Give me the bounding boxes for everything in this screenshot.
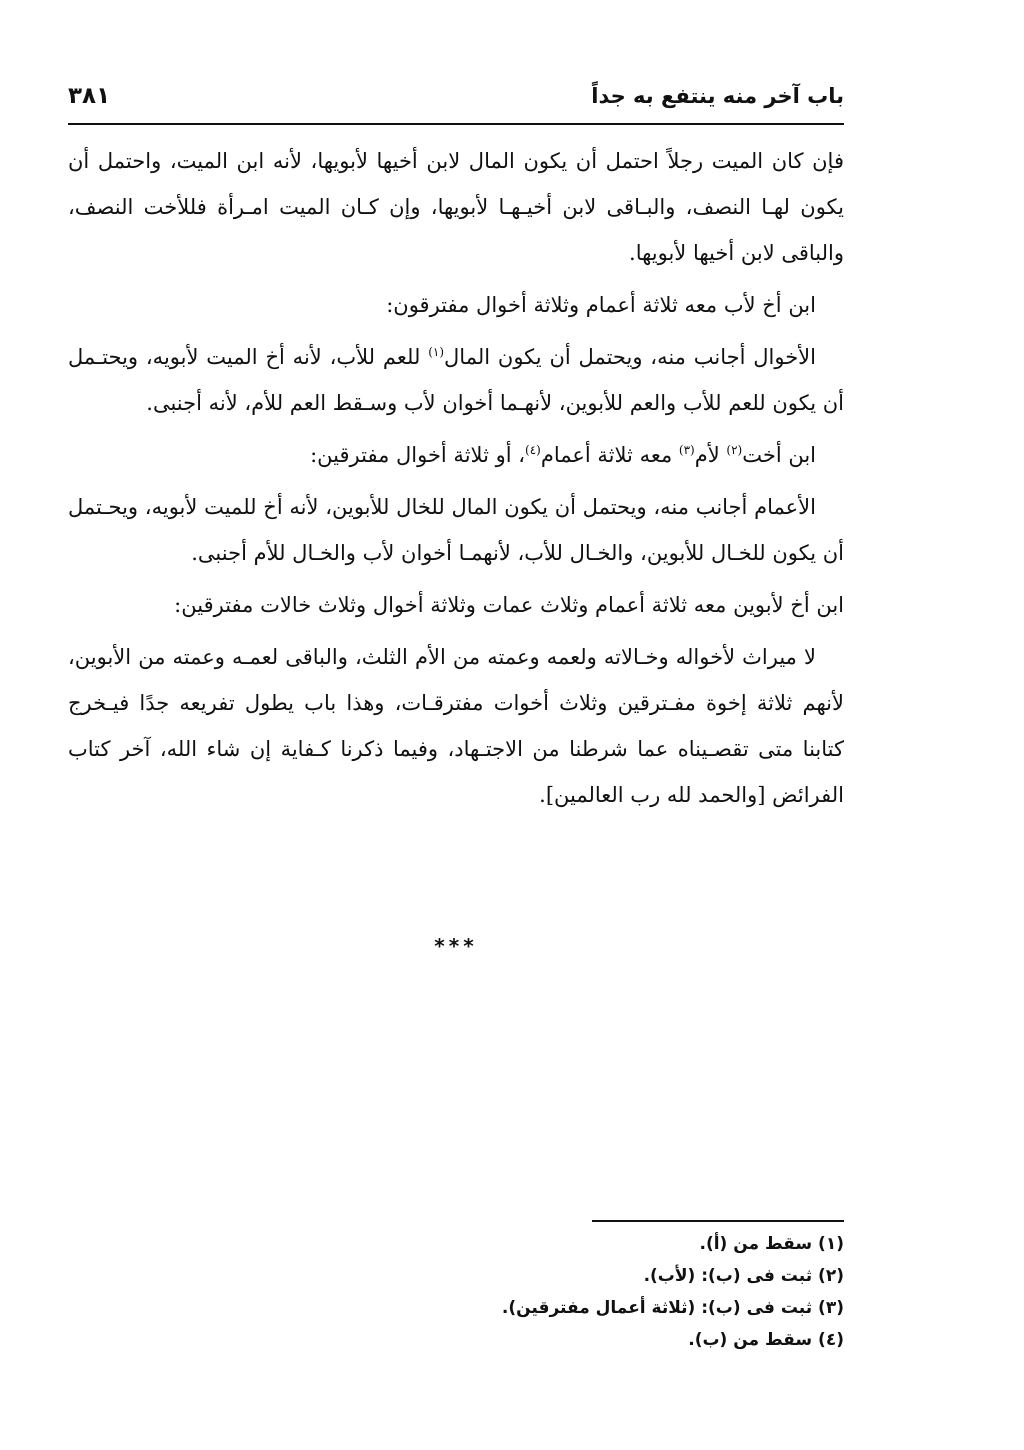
paragraph-2-part-a: الأخوال أجانب منه، ويحتمل أن يكون المال (444, 345, 816, 369)
paragraph-2 (68, 334, 844, 426)
paragraph-1: فإن كان الميت رجلاً احتمل أن يكون المال لابن أخيها لأبويها، لأنه ابن الميت، واحتمل أن يكون لهـا النصف، والبـاقى لابن أخيـهـا لأبويها، وإن كـان الميت امـرأة فللأخت النصف، والباقى لابن أخيها لأبويها. (68, 149, 844, 265)
footnote-ref-1: (١) (428, 345, 445, 359)
running-title: باب آخر منه ينتفع به جداً (591, 84, 844, 108)
footnote-ref-2: (٢) (726, 443, 743, 457)
paragraph-3: الأعمام أجانب منه، ويحتمل أن يكون المال للخال للأبوين، لأنه أخ للميت لأبويه، ويحـتمل أن يكون للخـال للأبوين، والخـال للأب، لأنهمـا أخوان لأب والخـال للأم أجنبى. (68, 495, 844, 565)
footnote-ref-4: (٤) (525, 443, 541, 457)
footnote-rule (592, 1220, 844, 1222)
section-heading-1: ابن أخ لأب معه ثلاثة أعمام وثلاثة أخوال مفترقون: (386, 293, 816, 317)
footnote-ref-3: (٣) (678, 443, 695, 457)
footnotes (68, 1228, 844, 1356)
section-separator: *** (434, 934, 478, 958)
heading-2-part-d: ، أو ثلاثة أخوال مفترقين: (310, 443, 526, 467)
heading-2-part-b: لأم (694, 443, 727, 467)
body-text (68, 138, 844, 824)
footnote-4: (٤) سقط من (ب). (688, 1330, 844, 1350)
section-heading-2 (68, 432, 844, 478)
heading-2-part-c: معه ثلاثة أعمام (540, 443, 679, 467)
header-rule (68, 123, 844, 125)
book-page (68, 78, 844, 1408)
page-header (68, 78, 844, 116)
heading-2-part-a: ابن أخت (742, 443, 816, 467)
footnote-3: (٣) ثبت فى (ب): (ثلاثة أعمال مفترقين). (501, 1298, 844, 1318)
paragraph-2-part-b: للعم للأب، لأنه أخ الميت لأبويه، ويحتـمل أن يكون للعم للأب والعم للأبوين، لأنهـما أخوان لأب وسـقط العم للأم، لأنه أجنبى. (68, 345, 844, 415)
section-heading-3: ابن أخ لأبوين معه ثلاثة أعمام وثلاث عمات وثلاثة أخوال وثلاث خالات مفترقين: (174, 593, 844, 617)
footnote-1: (١) سقط من (أ). (699, 1234, 844, 1254)
page-number: ٣٨١ (68, 83, 111, 109)
footnote-2: (٢) ثبت فى (ب): (لأب). (643, 1266, 844, 1286)
paragraph-4: لا ميراث لأخواله وخـالاته ولعمه وعمته من الأم الثلث، والباقى لعمـه وعمته من الأبوين، لأنهم ثلاثة إخوة مفـترقين وثلاث أخوات مفترقـات، وهذا باب يطول تفريعه جدًا فيـخرج كتابنا متى تقصـيناه عما شرطنا من الاجتـهاد، وفيما ذكرنا كـفاية إن شاء الله، آخر كتاب الفرائض [والحمد لله رب العالمين]. (68, 645, 844, 807)
